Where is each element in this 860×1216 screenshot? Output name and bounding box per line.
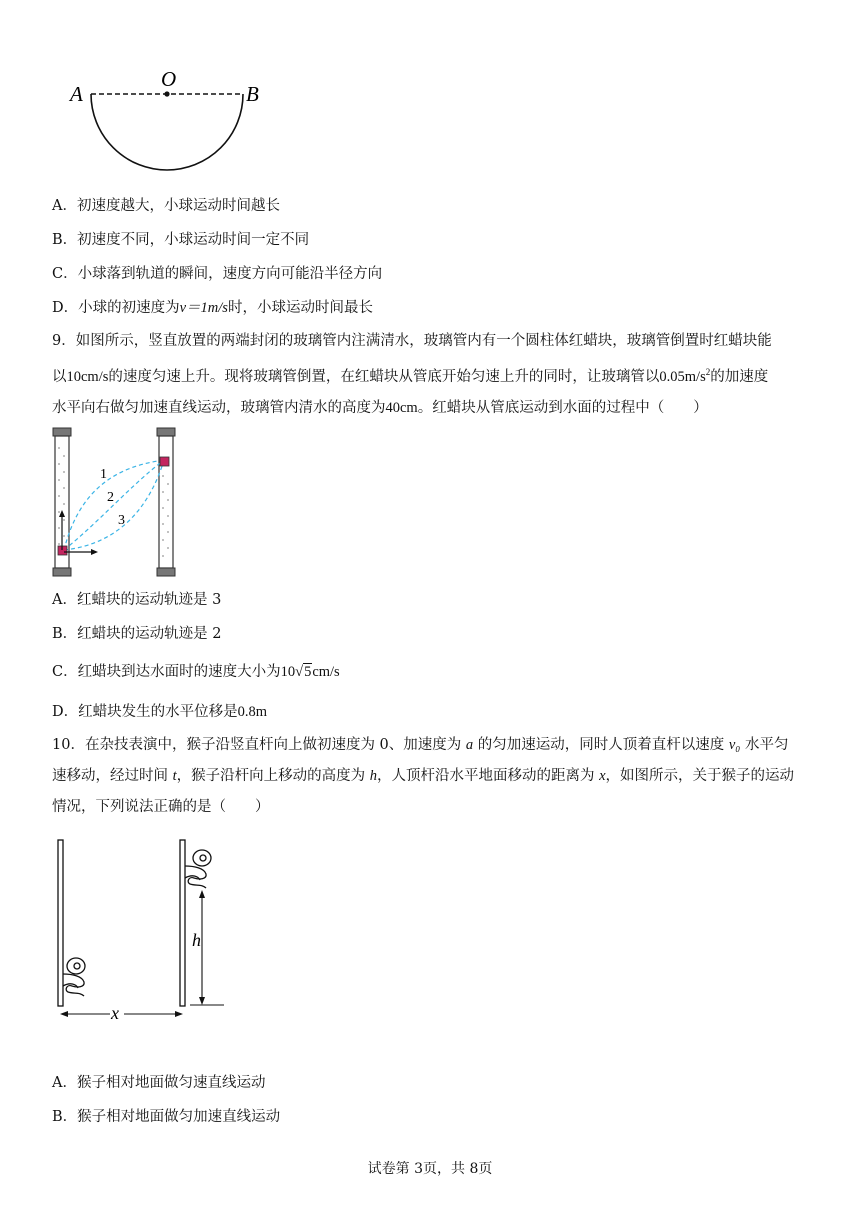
q8-option-d: D．小球的初速度为v＝1m/s时，小球运动时间最长	[52, 300, 373, 316]
label-x: x	[111, 1003, 119, 1023]
glass-tube-figure	[50, 426, 190, 580]
page-footer: 试卷第 3页，共 8页	[367, 1161, 493, 1177]
label-o: O	[161, 67, 177, 91]
path-label-2: 2	[107, 490, 114, 505]
q9-stem: 9．如图所示，竖直放置的两端封闭的玻璃管内注满清水，玻璃管内有一个圆柱体红蜡块，玻璃管倒置时红蜡块能 以10cm/s的速度匀速上升。现将玻璃管倒置，在红蜡块从管底开始匀速上升的同时，让玻璃管以$0.05m/s^2$的加速度 水平向右做匀加速直线运动，玻璃管内清水的高度为40cm。红蜡块从管底运动到水面的过程中（ ）	[52, 333, 772, 416]
q9-option-b: B．红蜡块的运动轨迹是 2	[52, 626, 222, 642]
q9-option-a: A．红蜡块的运动轨迹是 3	[52, 592, 222, 608]
q10-stem: 10．在杂技表演中，猴子沿竖直杆向上做初速度为 0、加速度为 a 的匀加速运动，同时人顶着直杆以速度 v₀ 水平匀 速移动，经过时间 t，猴子沿杆向上移动的高度为 h，人顶杆沿水平地面移动的距离为 x，如图所示，关于猴子的运动 情况，下列说法正确的是（ ）	[52, 737, 795, 815]
q8-option-b: B．初速度不同，小球运动时间一定不同	[52, 232, 310, 248]
q8-option-a: A．初速度越大，小球运动时间越长	[52, 198, 280, 214]
q8-option-c: C．小球落到轨道的瞬间，速度方向可能沿半径方向	[52, 266, 383, 282]
q10-option-a: A．猴子相对地面做匀速直线运动	[52, 1075, 266, 1091]
path-label-1: 1	[100, 467, 107, 482]
semicircle-figure	[60, 66, 280, 186]
monkey-icon-start	[63, 958, 85, 996]
label-b: B	[246, 82, 259, 106]
q10-option-b: B．猴子相对地面做匀加速直线运动	[52, 1109, 281, 1125]
path-label-3: 3	[118, 513, 125, 528]
q9-option-d: D．红蜡块发生的水平位移是0.8m	[52, 704, 268, 720]
monkey-pole-figure	[50, 836, 240, 1026]
label-h: h	[192, 930, 201, 950]
monkey-icon-end	[185, 850, 211, 888]
label-a: A	[70, 82, 83, 106]
q9-option-c: C．红蜡块到达水面时的速度大小为10√5cm/s	[52, 664, 340, 680]
